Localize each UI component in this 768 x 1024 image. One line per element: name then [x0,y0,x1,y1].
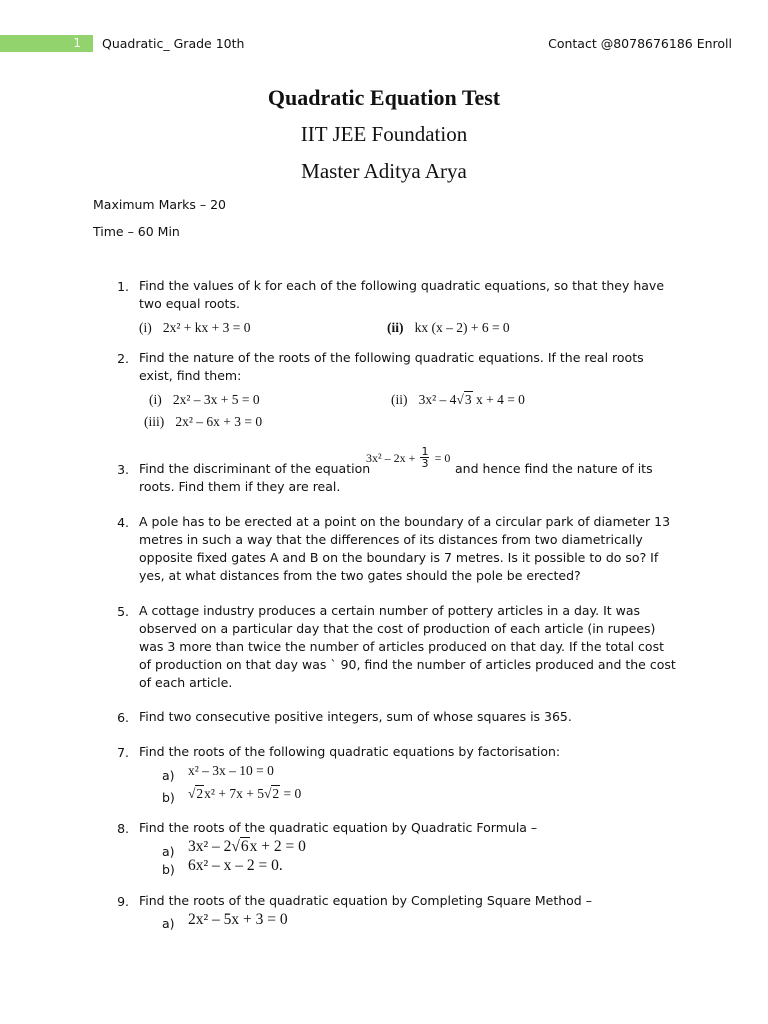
page-number: 1 [73,36,81,50]
equation [188,838,306,856]
question-number: 8. [117,821,129,836]
question-number: 4. [117,515,129,530]
question-text: Find two consecutive positive integers, sum of whose squares is 365. [139,709,572,724]
radicand: 2 [196,786,204,801]
radicand: 6 [240,838,249,855]
question-number: 7. [117,745,129,760]
square-root: √6 [231,838,249,855]
document-name: Quadratic_ Grade 10th [102,36,245,51]
page-number-bar [0,35,93,52]
part-label: (ii) [387,320,404,335]
square-root: √2 [263,786,280,801]
equation-right: x + 4 = 0 [472,392,525,407]
author-name: Master Aditya Arya [301,159,467,183]
time-limit: Time – 60 Min [93,224,180,239]
equation-part [139,317,250,336]
square-root: √3 [456,392,472,407]
part-label: b) [162,862,175,877]
equation-middle: x² + 7x + 5 [204,786,264,801]
part-label: (ii) [391,392,408,407]
equation: 2x² + kx + 3 = 0 [162,320,251,335]
equation [188,786,301,802]
question-text: Find the discriminant of the equation [139,461,371,476]
part-label: a) [162,844,175,859]
contact-info: Contact @8078676186 Enroll [548,36,732,51]
equation [366,446,450,469]
equation-left: 3x² – 2 [188,838,232,855]
equation: 2x² – 6x + 3 = 0 [175,414,263,429]
equation: kx (x – 2) + 6 = 0 [414,320,510,335]
page-subtitle: IIT JEE Foundation [300,122,468,146]
fraction [420,446,429,469]
equation-part [144,411,262,430]
equation [419,392,525,407]
equation-part [387,317,510,336]
question-text: A cottage industry produces a certain number of pottery articles in a day. It was observed on a particular day that the cost of production of each article (in rupees) was 3 more than twice the number of articles produced on that day. If the total cost of production on that day was ` 90, find the number of articles produced and the cost of each article. [139,603,676,690]
question-number: 3. [117,462,129,477]
fraction-denominator: 3 [421,457,429,470]
part-label: a) [162,916,175,931]
question-text: roots. Find them if they are real. [139,479,341,494]
equation: 2x² – 3x + 5 = 0 [172,392,260,407]
part-label: b) [162,790,175,805]
question-number: 5. [117,604,129,619]
fraction-numerator: 1 [421,445,429,458]
question-number: 6. [117,710,129,725]
equation-left: 3x² – 2x + [366,451,416,465]
page-title: Quadratic Equation Test [267,85,501,110]
question-number: 9. [117,894,129,909]
equation-left: 3x² – 4 [418,392,457,407]
radicand: 2 [272,786,280,801]
equation: 6x² – x – 2 = 0. [188,857,283,874]
radicand: 3 [464,392,472,407]
part-label: (i) [149,392,162,407]
equation-right: = 0 [280,786,302,801]
question-text: Find the values of k for each of the following quadratic equations, so that they have two equal roots. [139,278,665,311]
equation-part [391,389,525,408]
equation: x² – 3x – 10 = 0 [188,763,274,778]
equation: 2x² – 5x + 3 = 0 [188,911,288,928]
question-text: Find the nature of the roots of the following quadratic equations. If the real roots exist, find them: [139,350,644,383]
equation-part [149,389,260,408]
question-number: 1. [117,279,129,294]
equation-right: x + 2 = 0 [249,838,306,855]
question-text: and hence find the nature of its [455,461,653,476]
square-root: √2 [188,786,204,801]
maximum-marks: Maximum Marks – 20 [93,197,227,212]
part-label: (i) [139,320,152,335]
part-label: a) [162,768,175,783]
question-text: Find the roots of the quadratic equation by Completing Square Method – [139,893,592,908]
question-text: Find the roots of the following quadratic equations by factorisation: [139,744,561,759]
question-text: A pole has to be erected at a point on the boundary of a circular park of diameter 13 metres in such a way that the differences of its distances from two diametrically opposite fixed gates A and B on the boundary is 7 metres. Is it possible to do so? If yes, at what distances from the two gates should the pole be erected? [139,514,671,583]
question-text: Find the roots of the quadratic equation by Quadratic Formula – [139,820,538,835]
equation-right: = 0 [434,451,451,465]
question-number: 2. [117,351,129,366]
part-label: (iii) [144,414,165,429]
